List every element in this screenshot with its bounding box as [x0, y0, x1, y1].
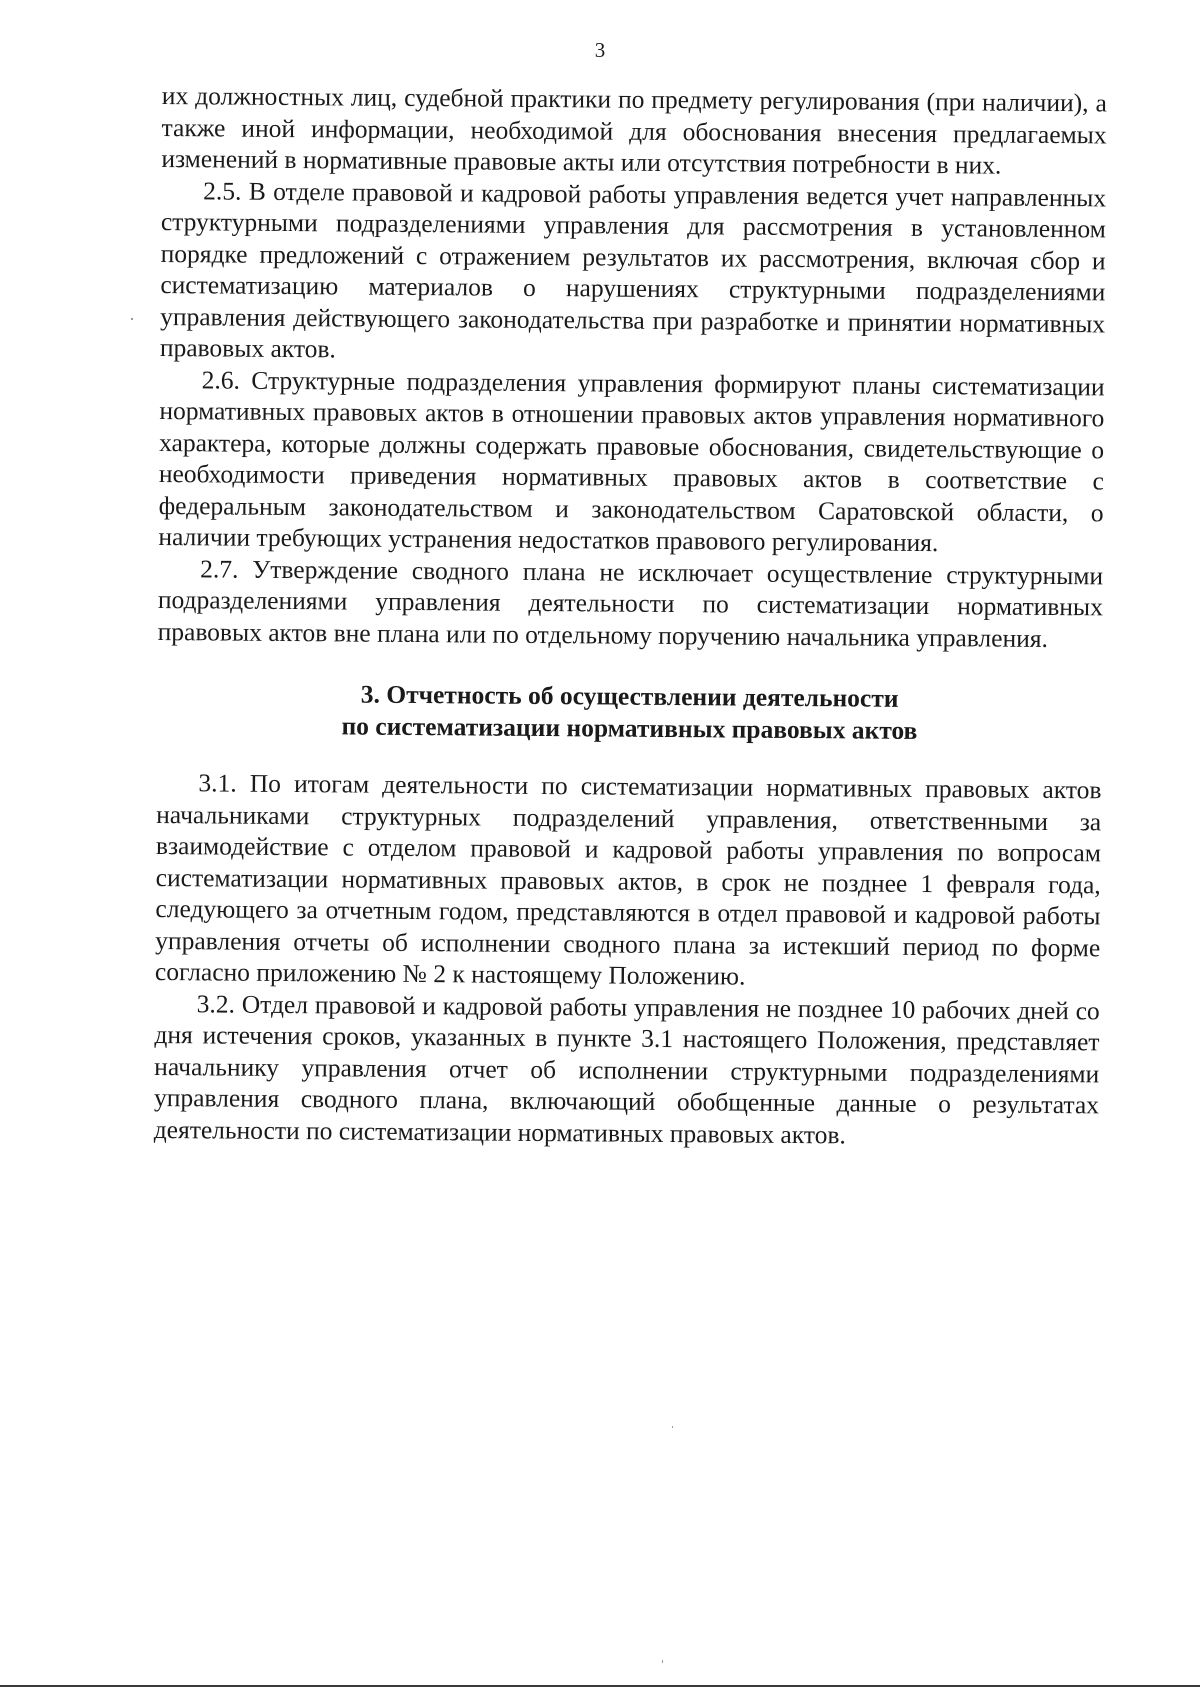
paragraph-2-7: 2.7. Утверждение сводного плана не исключает осуществление структурными подразделениями управления деятельности по систематизации нормативных правовых актов вне плана или по отдельному поручению начальника управления.	[157, 553, 1104, 653]
document-body	[154, 80, 1107, 1152]
section-heading-line-1: 3. Отчетность об осуществлении деятельности	[360, 679, 899, 713]
bottom-scan-border	[0, 1685, 1200, 1687]
page-number: 3	[594, 38, 606, 62]
scan-speck	[672, 1426, 673, 1428]
scan-speck	[662, 1660, 663, 1663]
section-3-heading	[157, 677, 1102, 747]
section-heading-line-2: по систематизации нормативных правовых актов	[341, 710, 918, 745]
paragraph-2-6: 2.6. Структурные подразделения управления формируют планы систематизации нормативных правовых актов в отношении правовых актов управления нормативного характера, которые должны содержать правовые обоснования, свидетельствующие о необходимости приведения нормативных правовых актов в соответствие с федеральным законодательством и законодательством Саратовской области, о наличии требующих устранения недостатков правового регулирования.	[158, 364, 1105, 558]
paragraph-continuation: их должностных лиц, судебной практики по предмету регулирования (при наличии), а также иной информации, необходимой для обоснования внесения предлагаемых изменений в нормативные правовые акты или отсутствия потребности в них.	[161, 80, 1107, 180]
paragraph-3-1: 3.1. По итогам деятельности по систематизации нормативных правовых актов начальниками структурных подразделений управления, ответственными за взаимодействие с отделом правовой и кадровой работы управления по вопросам систематизации нормативных правовых актов, в срок не позднее 1 февраля года, следующего за отчетным годом, представляются в отдел правовой и кадровой работы управления отчеты об исполнении сводного плана за истекший период по форме согласно приложению № 2 к настоящему Положению.	[154, 768, 1102, 991]
paragraph-3-2: 3.2. Отдел правовой и кадровой работы управления не позднее 10 рабочих дней со дня истечения сроков, указанных в пункте 3.1 настоящего Положения, представляет начальнику управления отчет об исполнении структурными подразделениями управления сводного плана, включающий обобщенные данные о результатах деятельности по систематизации нормативных правовых актов.	[153, 988, 1100, 1149]
scan-speck	[131, 318, 133, 320]
paragraph-2-5: 2.5. В отделе правовой и кадровой работы управления ведется учет направленных структурными подразделениями управления для рассмотрения в установленном порядке предложений с отражением результатов их рассмотрения, включая сбор и систематизацию материалов о нарушениях структурными подразделениями управления действующего законодательства при разработке и принятии нормативных правовых актов.	[159, 175, 1107, 364]
